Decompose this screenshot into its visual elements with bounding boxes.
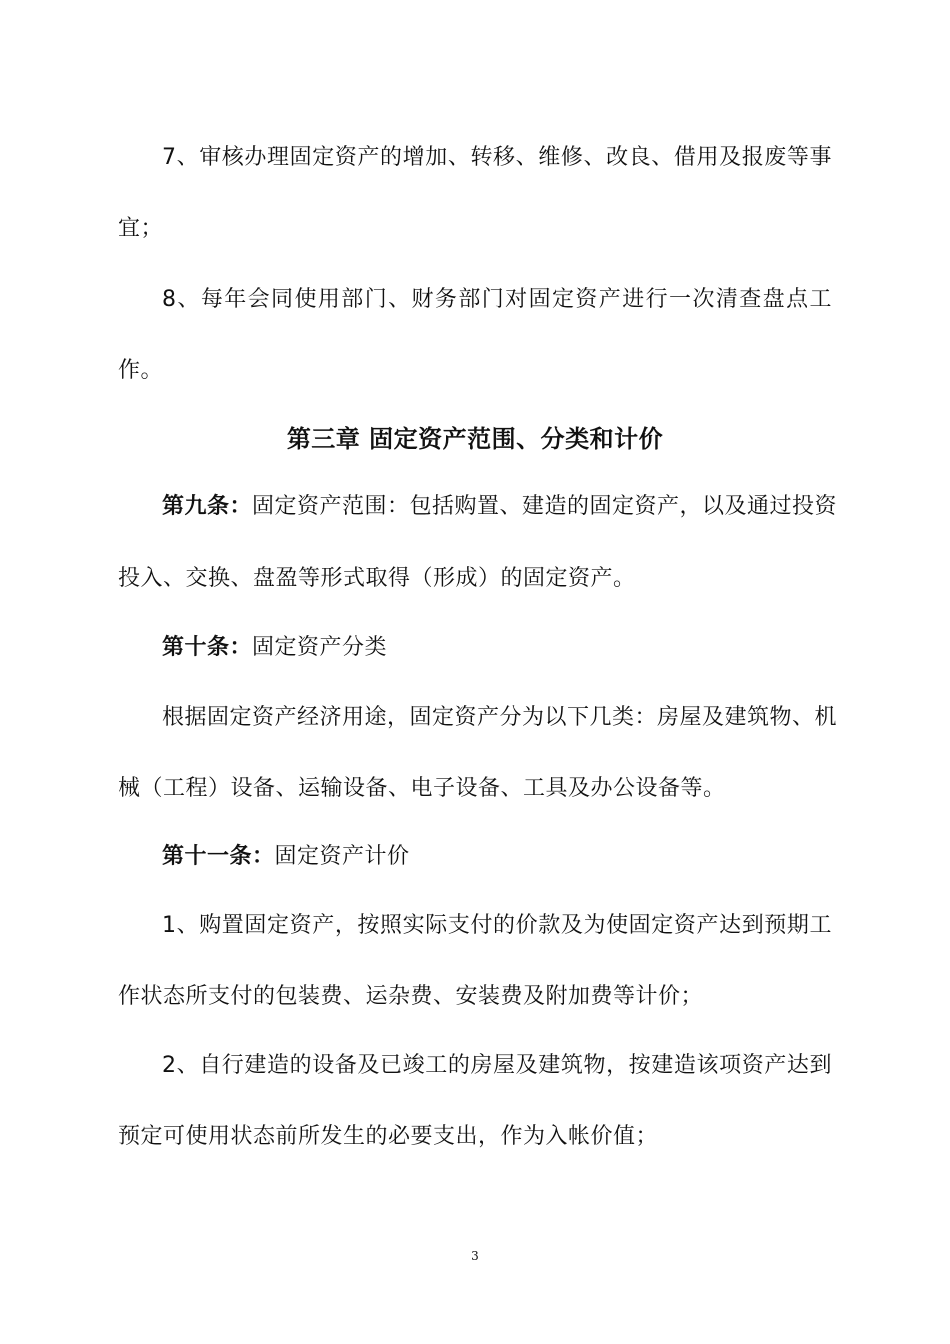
article-10-text: 固定资产分类 bbox=[252, 635, 388, 660]
item-2-line-2: 预定可使用状态前所发生的必要支出，作为入帐价值； bbox=[118, 1124, 659, 1149]
article-9-line-1 bbox=[162, 494, 838, 520]
item-1-line-1: 1、购置固定资产，按照实际支付的价款及为使固定资产达到预期工 bbox=[162, 913, 832, 938]
page-number: 3 bbox=[471, 1249, 479, 1263]
paragraph-7-line-2: 宜； bbox=[118, 216, 164, 241]
article-10-line bbox=[162, 635, 387, 661]
paragraph-8-line-2: 作。 bbox=[118, 358, 164, 383]
article-11-label: 第十一条： bbox=[162, 844, 275, 869]
article-11-line bbox=[162, 844, 410, 870]
article-10-label: 第十条： bbox=[162, 635, 253, 660]
article-9-label: 第九条： bbox=[162, 494, 253, 519]
classification-line-2: 械（工程）设备、运输设备、电子设备、工具及办公设备等。 bbox=[118, 776, 726, 801]
item-1-line-2: 作状态所支付的包装费、运杂费、安装费及附加费等计价； bbox=[118, 984, 704, 1009]
article-11-text: 固定资产计价 bbox=[274, 844, 410, 869]
article-9-text: 固定资产范围：包括购置、建造的固定资产，以及通过投资 bbox=[252, 494, 838, 519]
paragraph-8-line-1: 8、每年会同使用部门、财务部门对固定资产进行一次清查盘点工 bbox=[162, 287, 832, 312]
article-9-line-2: 投入、交换、盘盈等形式取得（形成）的固定资产。 bbox=[118, 566, 636, 591]
classification-line-1: 根据固定资产经济用途，固定资产分为以下几类：房屋及建筑物、机 bbox=[162, 705, 838, 730]
paragraph-7-line-1: 7、审核办理固定资产的增加、转移、维修、改良、借用及报废等事 bbox=[162, 145, 832, 170]
chapter-3-heading: 第三章 固定资产范围、分类和计价 bbox=[286, 425, 664, 453]
item-2-line-1: 2、自行建造的设备及已竣工的房屋及建筑物，按建造该项资产达到 bbox=[162, 1053, 832, 1078]
